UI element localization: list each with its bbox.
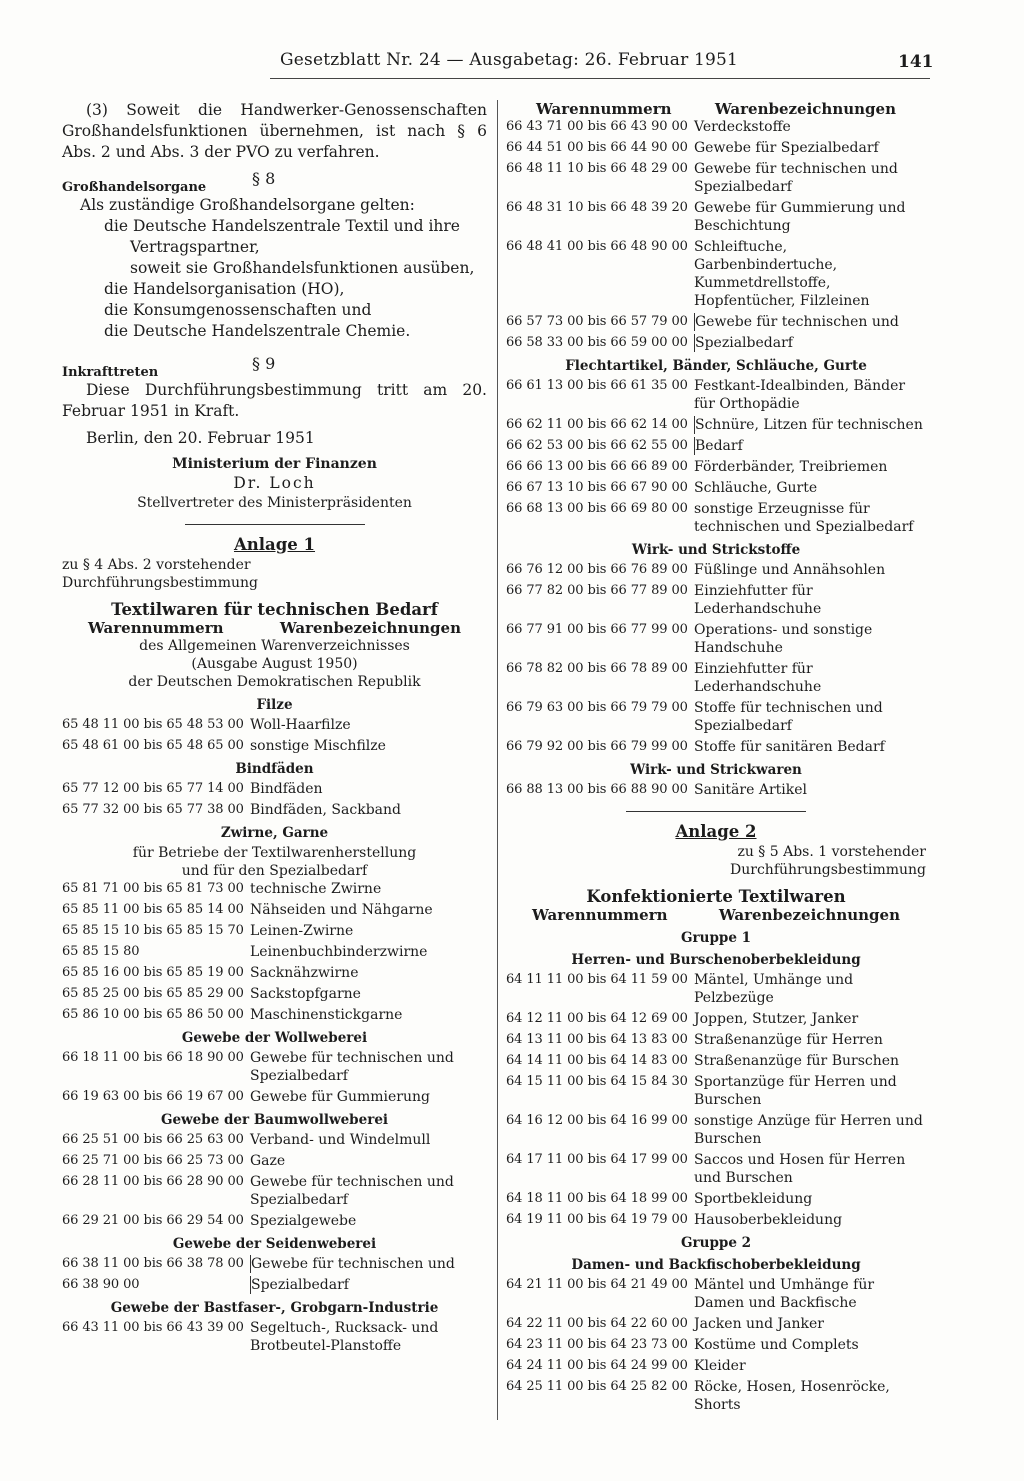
col-header-names: Warenbezeichnungen xyxy=(718,906,900,924)
ware-number: 65 85 15 10 bis 65 85 15 70 xyxy=(62,923,244,938)
table-row xyxy=(62,1088,487,1106)
ware-number: 66 66 13 00 bis 66 66 89 00 xyxy=(506,459,688,474)
table-row xyxy=(506,160,926,196)
group-title: Wirk- und Strickstoffe xyxy=(631,542,801,558)
ware-description: Bedarf xyxy=(695,438,743,454)
ware-number: 65 85 16 00 bis 65 85 19 00 xyxy=(62,965,244,980)
col-header-names: Warenbezeichnungen xyxy=(714,100,896,118)
anlage-2-ref: Durchführungsbestimmung xyxy=(730,862,926,878)
ware-description: Röcke, Hosen, Hosenröcke, Shorts xyxy=(694,1379,890,1413)
ware-description: Mäntel und Umhänge für Damen und Backfische xyxy=(694,1277,875,1311)
table-row xyxy=(506,1031,926,1049)
anlage-2-ref: zu § 5 Abs. 1 vorstehender xyxy=(737,844,926,860)
section-9-heading xyxy=(62,354,487,380)
table-row xyxy=(506,416,926,434)
ware-number: 66 19 63 00 bis 66 19 67 00 xyxy=(62,1089,244,1104)
anlage-1-title: Anlage 1 xyxy=(233,535,316,554)
group-title: Herren- und Burschenoberbekleidung xyxy=(571,952,861,968)
continued-groups xyxy=(506,358,926,799)
ware-description: Spezialbedarf xyxy=(695,335,793,351)
paragraph-3: (3) Soweit die Handwerker-Genossenschaften Großhandelsfunktionen übernehmen, ist nach § 6 Abs. 2 und Abs. 3 der PVO zu verfahren. xyxy=(62,101,487,161)
ware-number: 66 43 71 00 bis 66 43 90 00 xyxy=(506,119,688,134)
ware-number: 66 28 11 00 bis 66 28 90 00 xyxy=(62,1174,244,1189)
table-row xyxy=(506,199,926,235)
ware-number: 66 48 31 10 bis 66 48 39 20 xyxy=(506,200,688,215)
left-column xyxy=(62,100,487,1358)
ware-number: 65 85 15 80 xyxy=(62,944,140,959)
ware-description: sonstige Mischfilze xyxy=(250,738,386,754)
anlage-2-groups xyxy=(506,930,926,1414)
ware-number: 66 77 91 00 bis 66 77 99 00 xyxy=(506,622,688,637)
ware-description: Woll-Haarfilze xyxy=(250,717,351,733)
ware-number: 64 12 11 00 bis 64 12 69 00 xyxy=(506,1011,688,1026)
ware-description: Gewebe für technischen und xyxy=(251,1256,455,1272)
ware-description: Spezialbedarf xyxy=(251,1277,349,1293)
table-row xyxy=(506,1052,926,1070)
ware-number: 64 15 11 00 bis 64 15 84 30 xyxy=(506,1074,688,1089)
ware-number: 65 81 71 00 bis 65 81 73 00 xyxy=(62,881,244,896)
table-row xyxy=(506,781,926,799)
ware-number: 64 14 11 00 bis 64 14 83 00 xyxy=(506,1053,688,1068)
ware-description: Nähseiden und Nähgarne xyxy=(250,902,433,918)
page-number: 141 xyxy=(898,52,934,72)
table-row xyxy=(62,964,487,982)
section-8-sidenote: Großhandelsorgane xyxy=(62,180,207,195)
ware-description: Schläuche, Gurte xyxy=(694,480,818,496)
column-headers xyxy=(62,619,487,637)
group-title: Flechtartikel, Bänder, Schläuche, Gurte xyxy=(565,358,867,374)
table-row xyxy=(506,238,926,310)
ware-number: 66 25 71 00 bis 66 25 73 00 xyxy=(62,1153,244,1168)
ware-number: 64 23 11 00 bis 64 23 73 00 xyxy=(506,1337,688,1352)
source-note: (Ausgabe August 1950) xyxy=(191,656,358,672)
section-8-item: die Deutsche Handelszentrale Textil und ihre xyxy=(104,217,460,235)
ware-description: Schleiftuche, Garbenbindertuche, Kummetdrellstoffe, Hopfentücher, Filzleinen xyxy=(694,239,870,309)
ware-description: Hausoberbekleidung xyxy=(694,1212,843,1228)
ware-description: Gewebe für Gummierung und Beschichtung xyxy=(694,200,906,234)
ware-description: Operations- und sonstige Handschuhe xyxy=(694,622,873,656)
ware-number: 66 78 82 00 bis 66 78 89 00 xyxy=(506,661,688,676)
table-row xyxy=(506,582,926,618)
table-row xyxy=(62,922,487,940)
table-row xyxy=(506,139,926,157)
ware-number: 65 85 11 00 bis 65 85 14 00 xyxy=(62,902,244,917)
table-row xyxy=(506,313,926,331)
anlage-2-title: Anlage 2 xyxy=(675,822,757,841)
ware-description: Einziehfutter für Lederhandschuhe xyxy=(694,661,822,695)
header-rule xyxy=(270,78,930,79)
column-divider xyxy=(497,100,498,1420)
ware-description: Sportbekleidung xyxy=(694,1191,813,1207)
col-header-numbers: Warennummern xyxy=(536,100,672,118)
table-row xyxy=(506,1357,926,1375)
group-title: Damen- und Backfischoberbekleidung xyxy=(571,1257,861,1273)
ware-number: 66 43 11 00 bis 66 43 39 00 xyxy=(62,1320,244,1335)
table-row xyxy=(506,1378,926,1414)
table-row xyxy=(506,971,926,1007)
table-row xyxy=(62,985,487,1003)
table-row xyxy=(506,500,926,536)
ware-description: Gewebe für technischen und xyxy=(695,314,899,330)
page-header-title: Gesetzblatt Nr. 24 — Ausgabetag: 26. Februar 1951 xyxy=(280,50,739,70)
section-8-item: die Konsumgenossenschaften und xyxy=(104,301,372,319)
ware-number: 64 19 11 00 bis 64 19 79 00 xyxy=(506,1212,688,1227)
table-row xyxy=(506,1315,926,1333)
ware-description: Mäntel, Umhänge und Pelzbezüge xyxy=(694,972,854,1006)
ware-number: 65 85 25 00 bis 65 85 29 00 xyxy=(62,986,244,1001)
table-row xyxy=(62,901,487,919)
group-title: Bindfäden xyxy=(235,761,314,777)
section-8-item: die Deutsche Handelszentrale Chemie. xyxy=(104,322,411,340)
table-row xyxy=(506,479,926,497)
table-row xyxy=(62,801,487,819)
group-title: Gewebe der Baumwollweberei xyxy=(160,1112,389,1128)
ware-description: Stoffe für technischen und Spezialbedarf xyxy=(694,700,883,734)
table-row xyxy=(62,780,487,798)
ware-description: Gaze xyxy=(250,1153,286,1169)
ware-number: 64 18 11 00 bis 64 18 99 00 xyxy=(506,1191,688,1206)
group-title: Gewebe der Seidenweberei xyxy=(172,1236,377,1252)
ware-description: Bindfäden, Sackband xyxy=(250,802,401,818)
ware-number: 64 22 11 00 bis 64 22 60 00 xyxy=(506,1316,688,1331)
anlage-1-groups xyxy=(62,697,487,1355)
section-9-sidenote: Inkrafttreten xyxy=(62,365,159,380)
ware-description: Festkant-Idealbinden, Bänder für Orthopädie xyxy=(694,378,906,412)
ware-number: 65 77 12 00 bis 65 77 14 00 xyxy=(62,781,244,796)
anlage-2-heading: Konfektionierte Textilwaren xyxy=(586,887,846,906)
ware-number: 64 25 11 00 bis 64 25 82 00 xyxy=(506,1379,688,1394)
ware-description: sonstige Erzeugnisse für technischen und Spezialbedarf xyxy=(694,501,914,535)
table-row xyxy=(506,1073,926,1109)
ware-number: 66 25 51 00 bis 66 25 63 00 xyxy=(62,1132,244,1147)
ware-number: 66 38 11 00 bis 66 38 78 00 xyxy=(62,1255,251,1273)
table-row xyxy=(62,737,487,755)
table-row xyxy=(506,1010,926,1028)
ware-description: Saccos und Hosen für Herren und Burschen xyxy=(694,1152,906,1186)
table-row xyxy=(506,660,926,696)
table-row xyxy=(62,1276,487,1294)
separator-rule xyxy=(626,811,806,812)
continued-rows xyxy=(506,118,926,352)
table-row xyxy=(506,118,926,136)
group-label: Gruppe 2 xyxy=(680,1235,752,1251)
ware-description: technische Zwirne xyxy=(250,881,382,897)
ware-number: 65 48 11 00 bis 65 48 53 00 xyxy=(62,717,244,732)
ware-number: 66 79 63 00 bis 66 79 79 00 xyxy=(506,700,688,715)
source-note: der Deutschen Demokratischen Republik xyxy=(128,674,421,690)
ware-description: Verband- und Windelmull xyxy=(250,1132,431,1148)
ware-description: Kleider xyxy=(694,1358,746,1374)
section-8-item: die Handelsorganisation (HO), xyxy=(104,280,345,298)
ware-number: 66 57 73 00 bis 66 57 79 00 xyxy=(506,313,695,331)
ware-number: 66 67 13 10 bis 66 67 90 00 xyxy=(506,480,688,495)
ware-description: Sacknähzwirne xyxy=(250,965,359,981)
ware-description: Gewebe für Spezialbedarf xyxy=(694,140,879,156)
ware-description: Sanitäre Artikel xyxy=(694,782,807,798)
ware-number: 66 68 13 00 bis 66 69 80 00 xyxy=(506,501,688,516)
table-row xyxy=(506,699,926,735)
section-8-intro: Als zuständige Großhandelsorgane gelten: xyxy=(80,196,415,214)
table-row xyxy=(62,1319,487,1355)
table-row xyxy=(62,1212,487,1230)
section-9-text: Diese Durchführungsbestimmung tritt am 20. Februar 1951 in Kraft. xyxy=(62,381,487,420)
ware-description: Sportanzüge für Herren und Burschen xyxy=(694,1074,897,1108)
col-header-numbers: Warennummern xyxy=(88,619,224,637)
right-column xyxy=(506,100,926,1417)
ware-description: Sackstopfgarne xyxy=(250,986,361,1002)
ware-number: 66 62 53 00 bis 66 62 55 00 xyxy=(506,437,695,455)
ware-number: 64 21 11 00 bis 64 21 49 00 xyxy=(506,1277,688,1292)
section-8-number: § 8 xyxy=(252,169,276,188)
signer-title: Stellvertreter des Ministerpräsidenten xyxy=(137,495,412,511)
anlage-1-heading: Textilwaren für technischen Bedarf xyxy=(111,600,438,619)
group-title: Gewebe der Wollweberei xyxy=(181,1030,368,1046)
ware-number: 65 77 32 00 bis 65 77 38 00 xyxy=(62,802,244,817)
table-row xyxy=(506,1190,926,1208)
ware-description: Einziehfutter für Lederhandschuhe xyxy=(694,583,822,617)
group-title: Wirk- und Strickwaren xyxy=(630,762,802,778)
ware-number: 66 18 11 00 bis 66 18 90 00 xyxy=(62,1050,244,1065)
column-headers xyxy=(506,100,926,118)
section-8-item: soweit sie Großhandelsfunktionen ausüben, xyxy=(130,259,475,277)
table-row xyxy=(506,334,926,352)
ware-description: Füßlinge und Annähsohlen xyxy=(694,562,886,578)
ware-number: 66 79 92 00 bis 66 79 99 00 xyxy=(506,739,688,754)
ware-number: 65 48 61 00 bis 65 48 65 00 xyxy=(62,738,244,753)
ware-number: 64 16 12 00 bis 64 16 99 00 xyxy=(506,1113,688,1128)
table-row xyxy=(62,1173,487,1209)
ware-number: 64 13 11 00 bis 64 13 83 00 xyxy=(506,1032,688,1047)
ware-description: Gewebe für technischen und Spezialbedarf xyxy=(694,161,898,195)
table-row xyxy=(506,738,926,756)
source-note: des Allgemeinen Warenverzeichnisses xyxy=(139,638,410,654)
ware-description: Bindfäden xyxy=(250,781,323,797)
table-row xyxy=(506,621,926,657)
table-row xyxy=(506,1276,926,1312)
separator-rule xyxy=(185,524,365,525)
ware-description: Leinen-Zwirne xyxy=(250,923,354,939)
table-row xyxy=(62,1152,487,1170)
table-row xyxy=(506,377,926,413)
group-title: Zwirne, Garne xyxy=(220,825,329,841)
ware-description: Leinenbuchbinderzwirne xyxy=(250,944,428,960)
group-subtitle: und für den Spezialbedarf xyxy=(181,863,368,879)
section-8-heading xyxy=(62,169,487,195)
ware-description: Schnüre, Litzen für technischen xyxy=(695,417,923,433)
ministry-name: Ministerium der Finanzen xyxy=(172,456,377,472)
table-row xyxy=(506,458,926,476)
ware-description: Gewebe für technischen und Spezialbedarf xyxy=(250,1174,454,1208)
ware-number: 66 76 12 00 bis 66 76 89 00 xyxy=(506,562,688,577)
ware-number: 66 38 90 00 xyxy=(62,1276,251,1294)
ware-number: 66 48 41 00 bis 66 48 90 00 xyxy=(506,239,688,254)
table-row xyxy=(62,1049,487,1085)
table-row xyxy=(62,880,487,898)
ware-description: Jacken und Janker xyxy=(694,1316,824,1332)
place-date: Berlin, den 20. Februar 1951 xyxy=(86,429,315,447)
ware-description: Stoffe für sanitären Bedarf xyxy=(694,739,885,755)
ware-description: Verdeckstoffe xyxy=(694,119,791,135)
ware-description: Gewebe für Gummierung xyxy=(250,1089,430,1105)
ware-description: Spezialgewebe xyxy=(250,1213,357,1229)
ware-description: Förderbänder, Treibriemen xyxy=(694,459,888,475)
table-row xyxy=(62,716,487,734)
column-headers xyxy=(506,906,926,924)
anlage-1-ref: Durchführungsbestimmung xyxy=(62,575,258,591)
ware-description: Segeltuch-, Rucksack- und Brotbeutel-Planstoffe xyxy=(250,1320,439,1354)
ware-number: 66 58 33 00 bis 66 59 00 00 xyxy=(506,334,695,352)
ware-number: 65 86 10 00 bis 65 86 50 00 xyxy=(62,1007,244,1022)
group-subtitle: für Betriebe der Textilwarenherstellung xyxy=(132,845,417,861)
ware-description: sonstige Anzüge für Herren und Burschen xyxy=(694,1113,923,1147)
ware-number: 66 44 51 00 bis 66 44 90 00 xyxy=(506,140,688,155)
ware-number: 64 11 11 00 bis 64 11 59 00 xyxy=(506,972,688,987)
table-row xyxy=(506,1151,926,1187)
ware-number: 66 48 11 10 bis 66 48 29 00 xyxy=(506,161,688,176)
ware-description: Kostüme und Complets xyxy=(694,1337,859,1353)
ware-number: 64 17 11 00 bis 64 17 99 00 xyxy=(506,1152,688,1167)
ware-number: 66 77 82 00 bis 66 77 89 00 xyxy=(506,583,688,598)
anlage-1-ref: zu § 4 Abs. 2 vorstehender xyxy=(62,557,251,573)
table-row xyxy=(506,437,926,455)
table-row xyxy=(62,1255,487,1273)
table-row xyxy=(506,1336,926,1354)
group-title: Gewebe der Bastfaser-, Grobgarn-Industrie xyxy=(110,1300,439,1316)
ware-number: 66 62 11 00 bis 66 62 14 00 xyxy=(506,416,695,434)
ware-number: 64 24 11 00 bis 64 24 99 00 xyxy=(506,1358,688,1373)
table-row xyxy=(506,561,926,579)
ware-number: 66 61 13 00 bis 66 61 35 00 xyxy=(506,378,688,393)
col-header-names: Warenbezeichnungen xyxy=(279,619,461,637)
ware-description: Joppen, Stutzer, Janker xyxy=(694,1011,859,1027)
ware-description: Maschinenstickgarne xyxy=(250,1007,403,1023)
ware-description: Straßenanzüge für Burschen xyxy=(694,1053,900,1069)
ware-number: 66 88 13 00 bis 66 88 90 00 xyxy=(506,782,688,797)
section-9-number: § 9 xyxy=(252,354,276,373)
ware-description: Straßenanzüge für Herren xyxy=(694,1032,883,1048)
ware-number: 66 29 21 00 bis 66 29 54 00 xyxy=(62,1213,244,1228)
table-row xyxy=(62,1131,487,1149)
table-row xyxy=(506,1211,926,1229)
table-row xyxy=(62,1006,487,1024)
section-8-item: Vertragspartner, xyxy=(130,238,260,256)
ware-description: Gewebe für technischen und Spezialbedarf xyxy=(250,1050,454,1084)
table-row xyxy=(62,943,487,961)
signer-name: Dr. Loch xyxy=(233,474,316,492)
col-header-numbers: Warennummern xyxy=(532,906,668,924)
group-title: Filze xyxy=(256,697,293,713)
table-row xyxy=(506,1112,926,1148)
group-label: Gruppe 1 xyxy=(680,930,752,946)
